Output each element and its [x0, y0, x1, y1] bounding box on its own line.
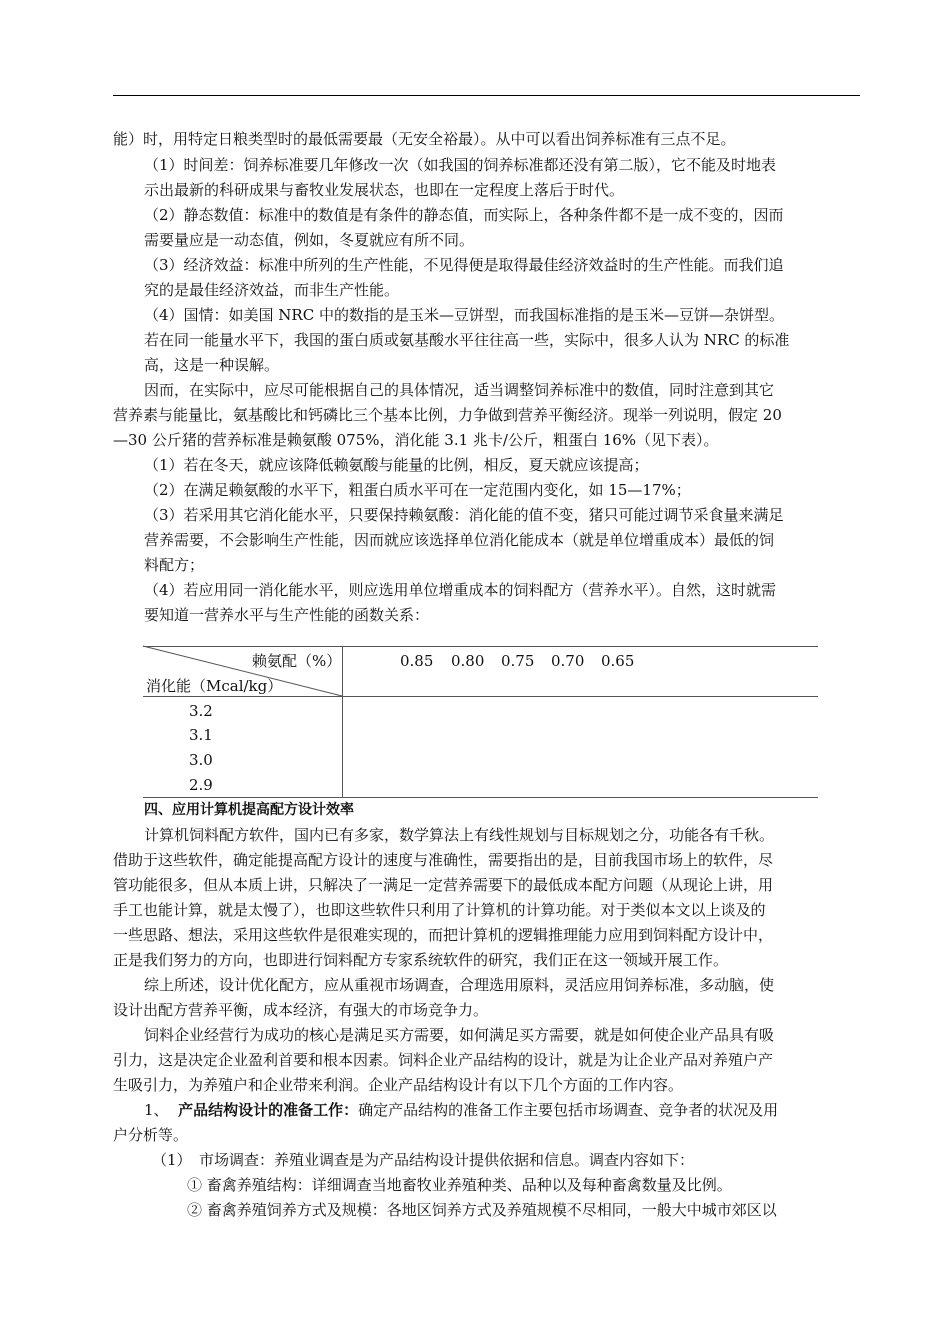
section-heading: 四、应用计算机提高配方设计效率 [144, 802, 354, 818]
text-line: 高，这是一种误解。 [144, 356, 280, 374]
table-row-value: 3.1 [189, 726, 213, 744]
text-line: 若在同一能量水平下，我国的蛋白质或氨基酸水平往往高一些，实际中，很多人认为 NRC 的标准 [144, 331, 790, 349]
text-line: 营养素与能量比，氨基酸比和钙磷比三个基本比例，力争做到营养平衡经济。现举一列说明，假定 20 [113, 406, 782, 424]
text-line: 需要量应是一动态值，例如，冬夏就应有所不同。 [144, 231, 475, 249]
text-line: （1） 市场调查：养殖业调查是为产品结构设计提供依据和信息。调查内容如下： [152, 1151, 695, 1169]
text-line: 户分析等。 [113, 1126, 189, 1144]
text-line: ① 畜禽养殖结构：详细调查当地畜牧业养殖种类、品种以及每种畜禽数量及比例。 [187, 1176, 732, 1194]
text-line: 营养需要，不会影响生产性能，因而就应该选择单位消化能成本（就是单位增重成本）最低的饲 [144, 531, 775, 549]
text-line: 究的是最佳经济效益，而非生产性能。 [144, 281, 400, 299]
text-line: 借助于这些软件，确定能提高配方设计的速度与准确性，需要指出的是，目前我国市场上的软件，尽 [113, 851, 774, 869]
text-line: 手工也能计算，就是太慢了），也即这些软件只利用了计算机的计算功能。对于类似本文以上谈及的 [113, 901, 766, 919]
text-line: 示出最新的科研成果与畜牧业发展状态，也即在一定程度上落后于时代。 [144, 181, 625, 199]
text-line: 一些思路、想法，采用这些软件是很难实现的，而把计算机的逻辑推理能力应用到饲料配方设计中， [113, 926, 774, 944]
table-column-value: 0.85 [400, 652, 434, 670]
text-line: 要知道一营养水平与生产性能的函数关系： [144, 606, 430, 624]
text-line: 能）时，用特定日粮类型时的最低需要最（无安全裕最）。从中可以看出饲养标准有三点不足。 [113, 130, 736, 148]
text-line: 管功能很多，但从本质上讲，只解决了一满足一定营养需要下的最低成本配方问题（从现论上讲，用 [113, 876, 774, 894]
table-column-value: 0.70 [551, 652, 585, 670]
table-column-header: 赖氨配（%） [252, 652, 342, 670]
table-row-value: 3.0 [189, 751, 213, 769]
text-line: 设计出配方营养平衡，成本经济，有强大的市场竞争力。 [113, 1001, 489, 1019]
list-number: 1、 [144, 1101, 169, 1119]
table-column-value: 0.75 [501, 652, 535, 670]
bold-lead: 产品结构设计的准备工作： [178, 1101, 359, 1119]
table-column-value: 0.80 [451, 652, 485, 670]
text-span: 确定产品结构的准备工作主要包括市场调查、竞争者的状况及用 [358, 1101, 779, 1119]
table-row-value: 3.2 [189, 702, 213, 720]
table-column-value: 0.65 [601, 652, 635, 670]
text-line: 综上所述，设计优化配方，应从重视市场调查，合理选用原料，灵活应用饲养标准，多动脑，使 [144, 976, 775, 994]
text-line: 料配方； [144, 556, 205, 574]
text-line: （2）在满足赖氨酸的水平下，粗蛋白质水平可在一定范围内变化，如 15—17%； [144, 481, 691, 499]
text-line: 计算机饲料配方软件，国内已有多家，数学算法上有线性规划与目标规划之分，功能各有千秋。 [144, 826, 775, 844]
text-line: （3）若采用其它消化能水平，只要保持赖氨酸：消化能的值不变，猪只可能过调节采食量来满足 [144, 506, 784, 524]
text-line: ② 畜禽养殖饲养方式及规模：各地区饲养方式及养殖规模不尽相同，一般大中城市郊区以 [187, 1201, 777, 1219]
text-line: 正是我们努力的方向，也即进行饲料配方专家系统软件的研究，我们正在这一领域开展工作。 [113, 951, 729, 969]
text-line: —30 公斤猪的营养标准是赖氨酸 075%，消化能 3.1 兆卡/公斤，粗蛋白 16%（见下表）。 [113, 431, 719, 449]
text-line: 因而，在实际中，应尽可能根据自己的具体情况，适当调整饲养标准中的数值，同时注意到其它 [144, 381, 775, 399]
text-line: （4）国情：如美国 NRC 中的数指的是玉米—豆饼型，而我国标准指的是玉米—豆饼—杂饼型。 [144, 306, 784, 324]
text-line: （3）经济效益：标准中所列的生产性能，不见得便是取得最佳经济效益时的生产性能。而我们追 [144, 256, 784, 274]
text-line: （2）静态数值：标准中的数值是有条件的静态值，而实际上，各种条件都不是一成不变的，因而 [144, 206, 784, 224]
text-line: （1）时间差：饲养标准要几年修改一次（如我国的饲养标准都还没有第二版），它不能及时地表 [144, 156, 777, 174]
text-line: 饲料企业经营行为成功的核心是满足买方需要，如何满足买方需要，就是如何使企业产品具有吸 [144, 1026, 775, 1044]
table-row-value: 2.9 [189, 776, 213, 794]
text-line: （4）若应用同一消化能水平，则应选用单位增重成本的饲料配方（营养水平）。自然，这时就需 [144, 581, 777, 599]
text-line: （1）若在冬天，就应该降低赖氨酸与能量的比例，相反，夏天就应该提高； [144, 456, 649, 474]
text-line: 引力，这是决定企业盈利首要和根本因素。饲料企业产品结构的设计，就是为让企业产品对养殖户产 [113, 1051, 774, 1069]
text-line [144, 1100, 778, 1120]
text-line: 生吸引力，为养殖户和企业带来利润。企业产品结构设计有以下几个方面的工作内容。 [113, 1076, 684, 1094]
table-row-header: 消化能（Mcal/kg） [146, 677, 283, 695]
